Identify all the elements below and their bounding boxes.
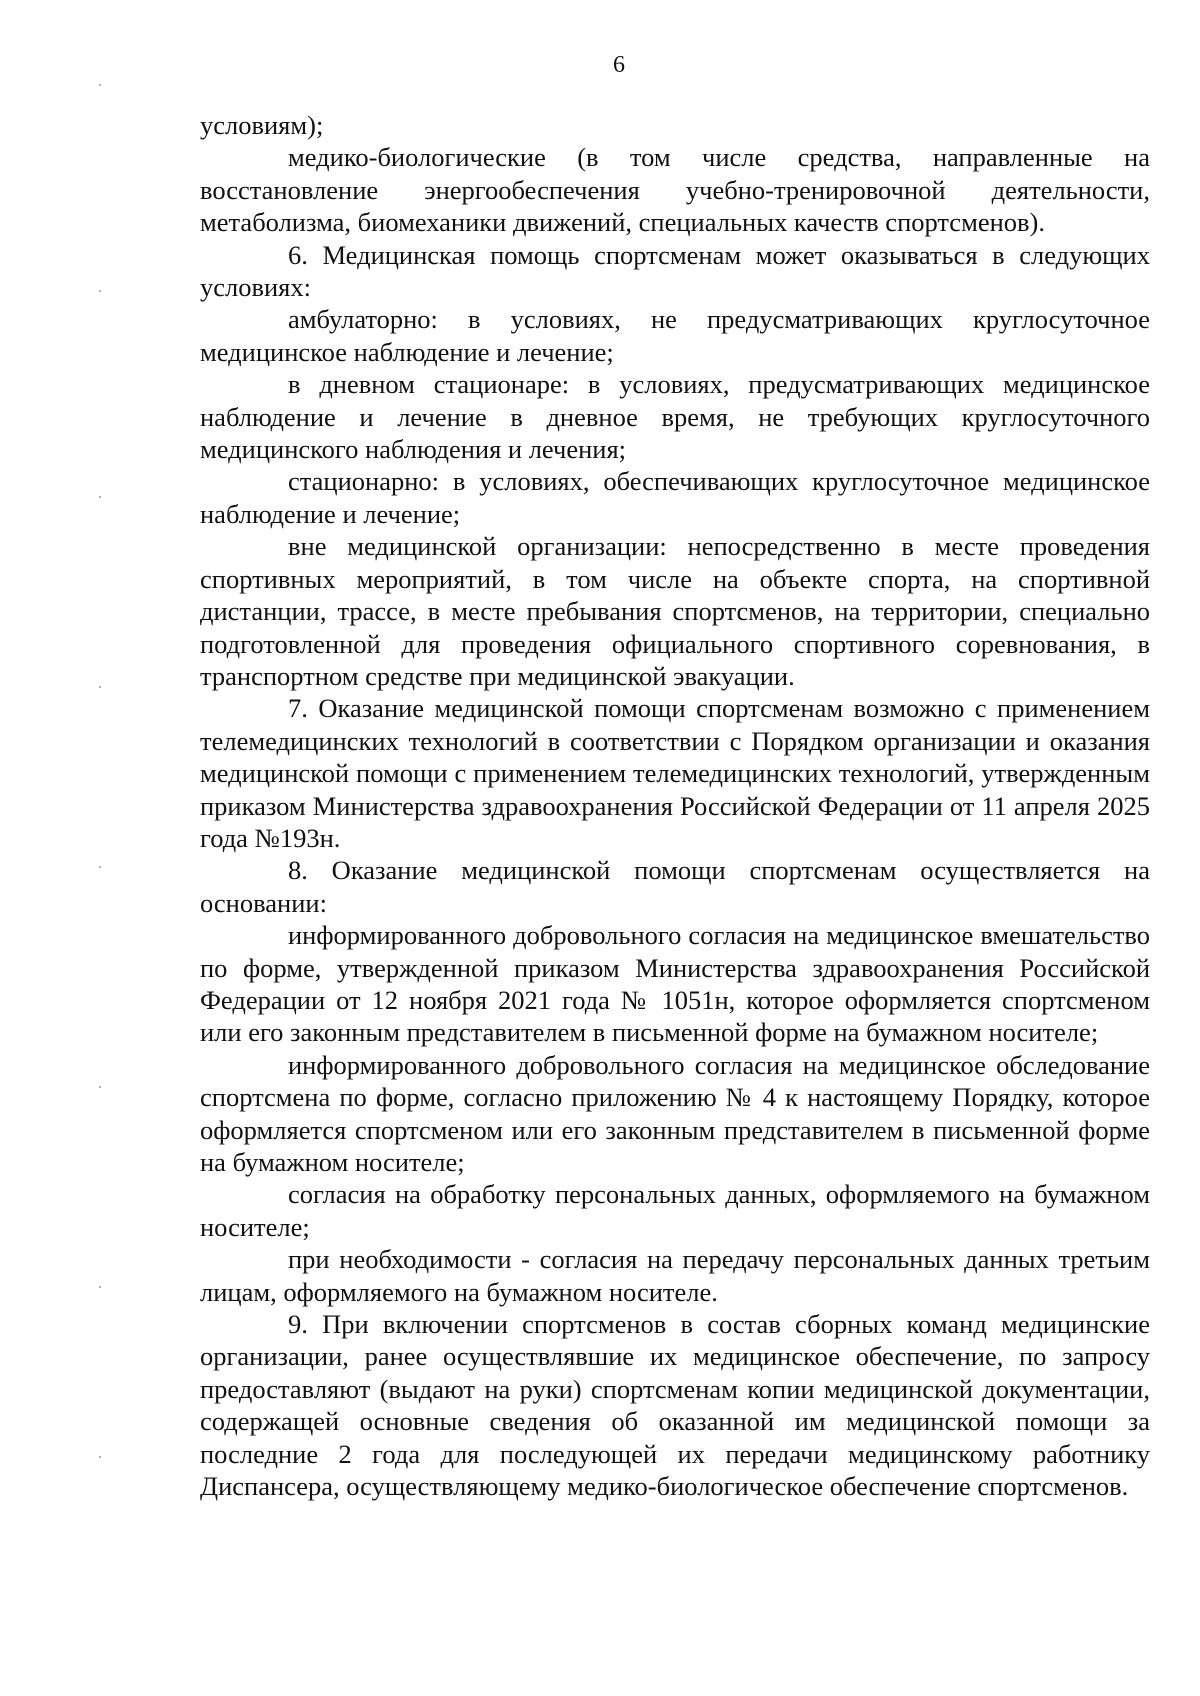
- paragraph-consent-personal-data: согласия на обработку персональных данных, оформляемого на бумажном носителе;: [200, 1179, 1150, 1242]
- paragraph-item-7: 7. Оказание медицинской помощи спортсменам возможно с применением телемедицинских технологий в соответствии с Порядком организации и оказания медицинской помощи с применением телемедицинских технологий, утвержденным приказом Министерства здравоохранения Российской Федерации от 11 апреля 2025 года №193н.: [200, 693, 1150, 853]
- scan-mark: [99, 1086, 101, 1088]
- paragraph-consent-examination: информированного добровольного согласия на медицинское обследование спортсмена по форме, согласно приложению № 4 к настоящему Порядку, которое оформляется спортсменом или его законным представителем в письменной форме на бумажном носителе;: [200, 1049, 1150, 1177]
- scan-mark: [99, 686, 101, 688]
- scan-mark: [99, 1456, 101, 1458]
- document-body: [200, 109, 1150, 1502]
- paragraph-inpatient: стационарно: в условиях, обеспечивающих круглосуточное медицинское наблюдение и лечение;: [200, 466, 1150, 529]
- scan-mark: [99, 1286, 101, 1288]
- paragraph-continuation: условиям);: [200, 110, 324, 140]
- scan-mark: [99, 866, 101, 868]
- paragraph-item-8: 8. Оказание медицинской помощи спортсменам осуществляется на основании:: [200, 855, 1150, 918]
- paragraph-item-9: 9. При включении спортсменов в состав сборных команд медицинские организации, ранее осуществлявшие их медицинское обеспечение, по запросу предоставляют (выдают на руки) спортсменам копии медицинской документации, содержащей основные сведения об оказанной им медицинской помощи за последние 2 года для последующей их передачи медицинскому работнику Диспансера, осуществляющему медико-биологическое обеспечение спортсменов.: [200, 1309, 1150, 1502]
- paragraph-biomedical-means: медико-биологические (в том числе средства, направленные на восстановление энергообеспечения учебно-тренировочной деятельности, метаболизма, биомеханики движений, специальных качеств спортсменов).: [200, 142, 1150, 238]
- scan-mark: [99, 496, 101, 498]
- paragraph-outpatient: амбулаторно: в условиях, не предусматривающих круглосуточное медицинское наблюдение и лечение;: [200, 304, 1150, 367]
- paragraph-item-6: 6. Медицинская помощь спортсменам может оказываться в следующих условиях:: [200, 239, 1150, 303]
- scan-mark: [99, 84, 101, 86]
- scan-mark: [99, 290, 101, 292]
- paragraph-consent-third-parties: при необходимости - согласия на передачу персональных данных третьим лицам, оформляемого на бумажном носителе.: [200, 1244, 1150, 1307]
- page-number: 6: [613, 52, 625, 78]
- paragraph-consent-intervention: информированного добровольного согласия на медицинское вмешательство по форме, утвержденной приказом Министерства здравоохранения Российской Федерации от 12 ноября 2021 года № 1051н, которое оформляется спортсменом или его законным представителем в письменной форме на бумажном носителе;: [200, 920, 1150, 1048]
- paragraph-day-hospital: в дневном стационаре: в условиях, предусматривающих медицинское наблюдение и лечение в дневное время, не требующих круглосуточного медицинского наблюдения и лечения;: [200, 369, 1150, 465]
- paragraph-outside-organization: вне медицинской организации: непосредственно в месте проведения спортивных мероприятий, в том числе на объекте спорта, на спортивной дистанции, трассе, в месте пребывания спортсменов, на территории, специально подготовленной для проведения официального спортивного соревнования, в транспортном средстве при медицинской эвакуации.: [200, 531, 1150, 691]
